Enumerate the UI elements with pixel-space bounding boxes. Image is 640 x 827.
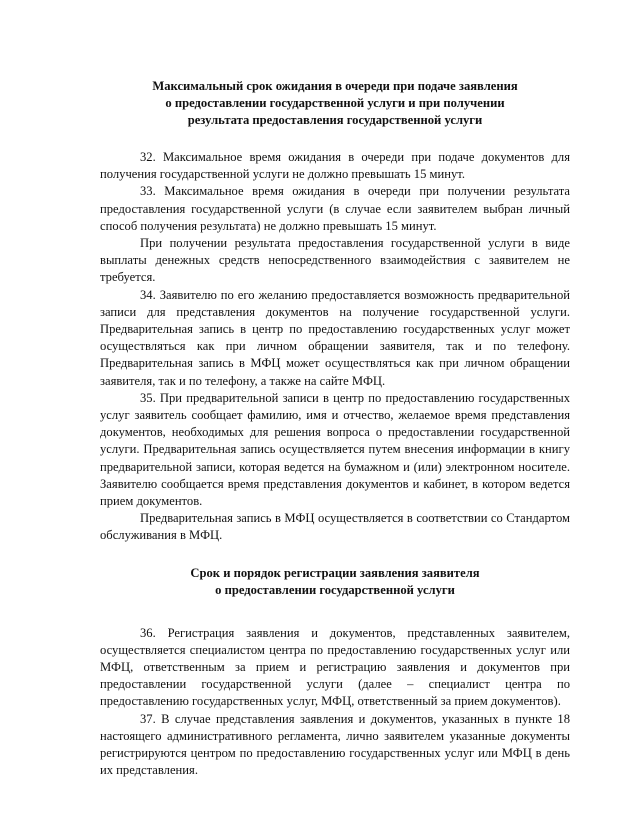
paragraph-35: 35. При предварительной записи в центр по предоставлению государственных услуг заявитель сообщает фамилию, имя и отчество, желаемое время представления документов, необходимых для решения вопроса о предоставлении государственной услуги. Предварительная запись осуществляется путем внесения информации в книгу предварительной записи, которая ведется на бумажном и (или) электронном носителе. Заявителю сообщается время представления документов и кабинет, в котором ведется прием документов. xyxy=(100,390,570,509)
heading-line: результата предоставления государственной услуги xyxy=(187,113,483,127)
section-heading-waiting-time xyxy=(100,78,570,129)
heading-line: Срок и порядок регистрации заявления заявителя xyxy=(190,565,480,580)
heading-line: о предоставлении государственной услуги xyxy=(215,582,455,597)
paragraph-34: 34. Заявителю по его желанию предоставляется возможность предварительной записи для представления документов на получение государственной услуги. Предварительная запись в центр по предоставлению государственных услуг может осуществляться как при личном обращении заявителя, так и по телефону. Предварительная запись в МФЦ может осуществляться как при личном обращении заявителя, так и по телефону, а также на сайте МФЦ. xyxy=(100,287,570,388)
paragraph-32: 32. Максимальное время ожидания в очереди при подаче документов для получения государственной услуги не должно превышать 15 минут. xyxy=(100,150,570,182)
paragraph-payment-note: При получении результата предоставления государственной услуги в виде выплаты денежных средств непосредственного взаимодействия с заявителем не требуется. xyxy=(100,236,570,285)
paragraph-mfc-standard: Предварительная запись в МФЦ осуществляется в соответствии со Стандартом обслуживания в МФЦ. xyxy=(100,511,570,543)
heading-line: Максимальный срок ожидания в очереди при подаче заявления xyxy=(152,79,518,93)
paragraph-37: 37. В случае представления заявления и документов, указанных в пункте 18 настоящего административного регламента, лично заявителем указанные документы регистрируются центром по предоставлению государственных услуг или МФЦ в день их представления. xyxy=(100,711,570,778)
paragraph-33: 33. Максимальное время ожидания в очереди при получении результата предоставления государственной услуги (в случае если заявителем выбран личный способ получения результата) не должно превышать 15 минут. xyxy=(100,184,570,233)
section-heading-registration xyxy=(100,565,570,599)
heading-line: о предоставлении государственной услуги и при получении xyxy=(165,96,505,110)
document-page xyxy=(100,78,570,780)
paragraph-36: 36. Регистрация заявления и документов, представленных заявителем, осуществляется специалистом центра по предоставлению государственных услуг или МФЦ, ответственным за прием и регистрацию заявления и документов при предоставлении государственной услуги (далее – специалист центра по предоставлению государственных услуг, МФЦ, ответственный за прием документов). xyxy=(100,625,570,709)
